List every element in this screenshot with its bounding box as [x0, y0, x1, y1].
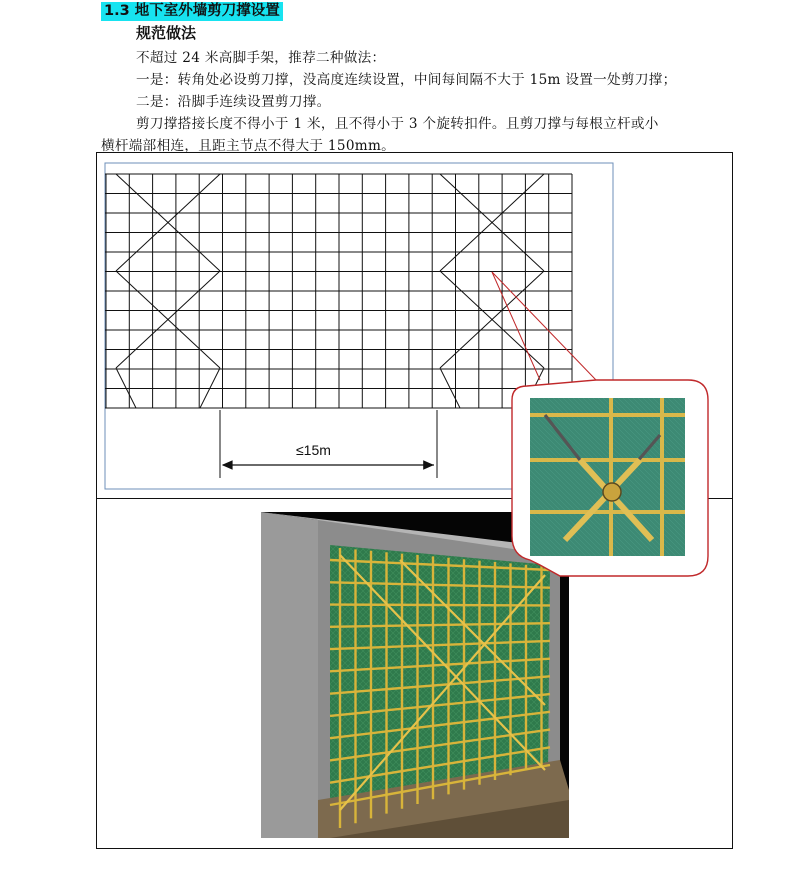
callout-photo	[530, 398, 685, 556]
section-heading: 1.3 地下室外墙剪刀撑设置	[101, 2, 283, 21]
paragraph-line-4: 剪刀撑搭接长度不得小于 1 米，且不得小于 3 个旋转扣件。且剪刀撑与每根立杆或小	[136, 116, 659, 132]
paragraph-line-2: 一是：转角处必设剪刀撑，没高度连续设置，中间每间隔不大于 15m 设置一处剪刀撑；	[136, 72, 677, 88]
scaffold-grid	[105, 174, 572, 408]
render-ledger	[330, 605, 550, 606]
paragraph-line-5: 横杆端部相连，且距主节点不得大于 150mm。	[101, 138, 396, 154]
dimension-label: ≤15m	[296, 442, 331, 458]
callout-connector	[492, 272, 596, 380]
scaffold-render	[261, 512, 569, 838]
paragraph-line-1: 不超过 24 米高脚手架，推荐二种做法：	[136, 50, 386, 66]
section-subheading: 规范做法	[136, 24, 197, 42]
paragraph-line-3: 二是：沿脚手连续设置剪刀撑。	[136, 94, 331, 110]
